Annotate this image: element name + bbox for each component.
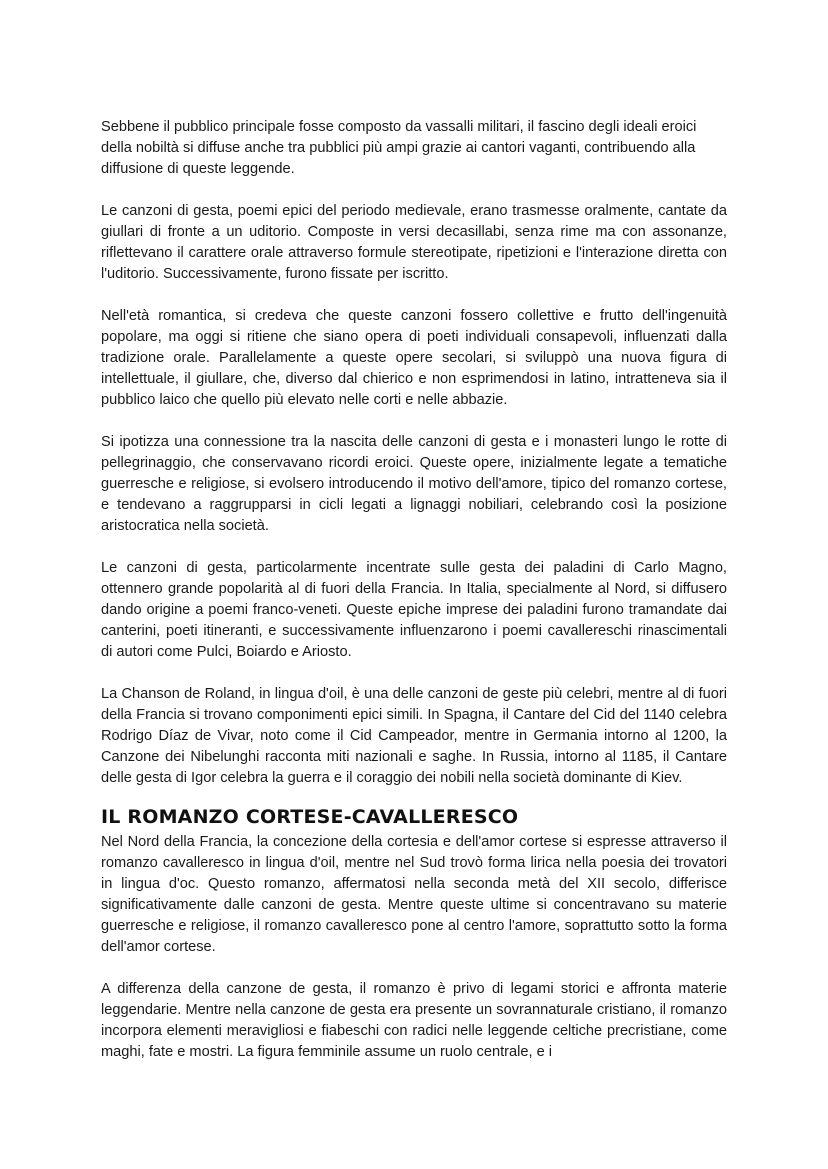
paragraph-eta-romantica: Nell'età romantica, si credeva che queste canzoni fossero collettive e frutto dell'ingenuità popolare, ma oggi si ritiene che siano opera di poeti individuali consapevoli, influenzati dalla tradizione orale. Parallelamente a queste opere secolari, si sviluppò una nuova figura di intellettuale, il giullare, che, diverso dal chierico e non esprimendosi in latino, intratteneva sia il pubblico laico che quello più elevato nelle corti e nelle abbazie. — [101, 308, 727, 408]
paragraph-monasteri: Si ipotizza una connessione tra la nascita delle canzoni di gesta e i monasteri lungo le rotte di pellegrinaggio, che conservavano ricordi eroici. Queste opere, inizialmente legate a tematiche guerresche e religiose, si evolsero introducendo il motivo dell'amore, tipico del romanzo cortese, e tendevano a raggrupparsi in cicli legati a lignaggi nobiliari, celebrando così la posizione aristocratica nella società. — [101, 434, 727, 534]
section-heading: IL ROMANZO CORTESE-CAVALLERESCO — [101, 806, 519, 828]
paragraph-differenza-romanzo: A differenza della canzone de gesta, il romanzo è privo di legami storici e affronta materie leggendarie. Mentre nella canzone de gesta era presente un sovrannaturale cristiano, il romanzo incorpora elementi meravigliosi e fiabeschi con radici nelle leggende celtiche precristiane, come maghi, fate e mostri. La figura femminile assume un ruolo centrale, e i — [101, 981, 727, 1060]
paragraph-carlo-magno: Le canzoni di gesta, particolarmente incentrate sulle gesta dei paladini di Carlo Magno, ottennero grande popolarità al di fuori della Francia. In Italia, specialmente al Nord, si diffusero dando origine a poemi franco-veneti. Queste epiche imprese dei paladini furono tramandate dai canterini, poeti itineranti, e successivamente influenzarono i poemi cavallereschi rinascimentali di autori come Pulci, Boiardo e Ariosto. — [101, 560, 727, 660]
paragraph-public-audience: Sebbene il pubblico principale fosse composto da vassalli militari, il fascino degli ideali eroici della nobiltà si diffuse anche tra pubblici più ampi grazie ai cantori vaganti, contribuendo alla diffusione di queste leggende. — [101, 119, 697, 177]
paragraph-chanson-de-roland: La Chanson de Roland, in lingua d'oil, è una delle canzoni de geste più celebri, mentre al di fuori della Francia si trovano componimenti epici simili. In Spagna, il Cantare del Cid del 1140 celebra Rodrigo Díaz de Vivar, noto come il Cid Campeador, mentre in Germania intorno al 1200, la Canzone dei Nibelunghi racconta miti nazionali e saghe. In Russia, intorno al 1185, il Cantare delle gesta di Igor celebra la guerra e il coraggio dei nobili nella società dominante di Kiev. — [101, 686, 727, 786]
document-page — [101, 117, 727, 1084]
paragraph-canzoni-di-gesta: Le canzoni di gesta, poemi epici del periodo medievale, erano trasmesse oralmente, cantate da giullari di fronte a un uditorio. Composte in versi decasillabi, senza rime ma con assonanze, riflettevano il carattere orale attraverso formule stereotipate, ripetizioni e l'interazione diretta con l'uditorio. Successivamente, furono fissate per iscritto. — [101, 203, 727, 282]
paragraph-romanzo-cavalleresco: Nel Nord della Francia, la concezione della cortesia e dell'amor cortese si espresse attraverso il romanzo cavalleresco in lingua d'oil, mentre nel Sud trovò forma lirica nella poesia dei trovatori in lingua d'oc. Questo romanzo, affermatosi nella seconda metà del XII secolo, differisce significativamente dalle canzoni de gesta. Mentre queste ultime si concentravano su materie guerresche e religiose, il romanzo cavalleresco pone al centro l'amore, soprattutto sotto la forma dell'amor cortese. — [101, 834, 727, 955]
